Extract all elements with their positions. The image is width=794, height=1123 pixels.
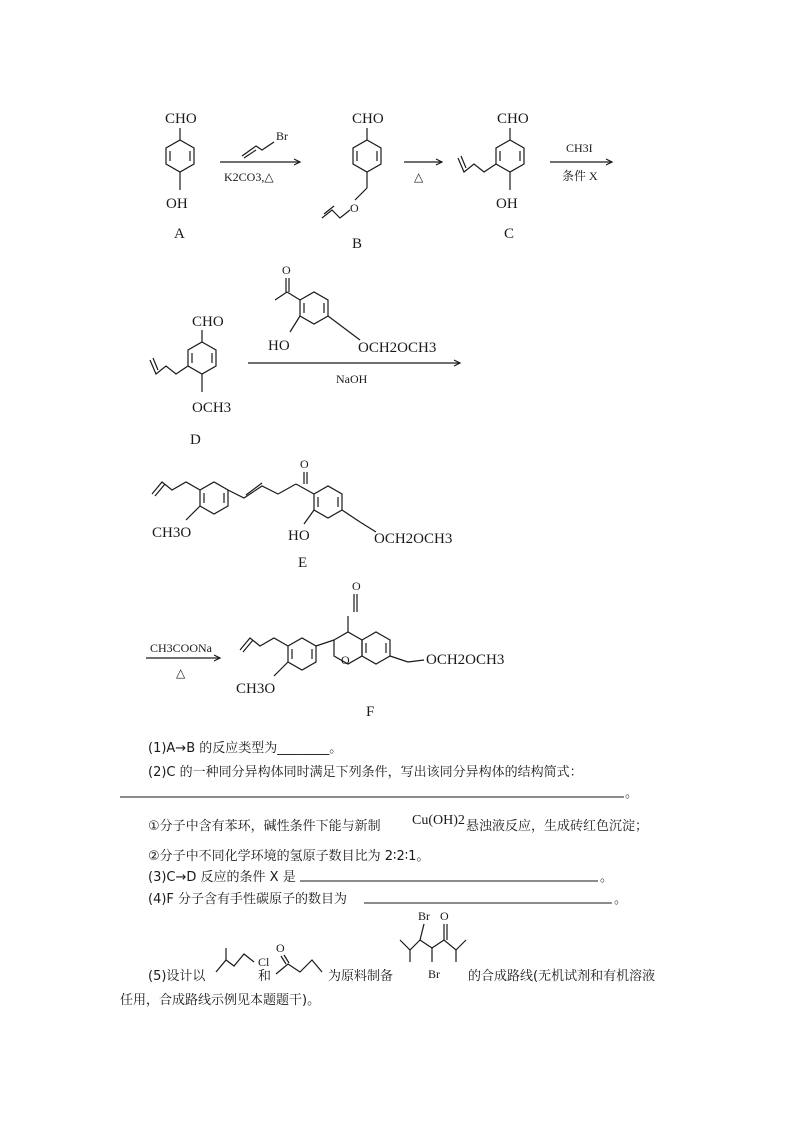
arrow4-bottom-label: NaOH <box>336 372 368 386</box>
condition-2: ②分子中不同化学环境的氢原子数目比为 2∶2∶1。 <box>148 849 430 864</box>
label-b: B <box>352 236 363 252</box>
question-2: (2)C 的一种同分异构体同时满足下列条件，写出该同分异构体的结构简式： <box>148 765 583 780</box>
question-5-e: 任用，合成路线示例见本题题干)。 <box>120 993 321 1008</box>
arrow3-top-label: CH3I <box>566 141 593 155</box>
arrow1-bottom-label: K2CO3,△ <box>224 170 274 184</box>
f-ring-o-label: O <box>341 653 350 667</box>
q5-ketone-o-label: O <box>276 941 285 955</box>
b-o-label: O <box>350 201 359 215</box>
q5-br1-label: Br <box>418 909 430 923</box>
f-ch3o-label: CH3O <box>236 681 276 697</box>
label-c: C <box>504 226 515 242</box>
question-5-a: (5)设计以 <box>148 969 206 984</box>
question-5-c: 为原料制备 <box>328 969 394 984</box>
f-keto-o-label: O <box>352 579 361 593</box>
condition-1-b: 悬浊液反应，生成砖红色沉淀； <box>466 819 649 834</box>
e-ch3o-label: CH3O <box>152 525 192 541</box>
arrow3-bottom-label: 条件 X <box>562 169 598 183</box>
arrow2-bottom-label: △ <box>414 170 424 184</box>
e-o-label: O <box>300 457 309 471</box>
d-och3-label: OCH3 <box>192 400 232 416</box>
question-4: (4)F 分子含有手性碳原子的数目为 <box>148 892 348 907</box>
label-e: E <box>298 555 308 571</box>
arrow5-top-label: CH3COONa <box>150 641 212 655</box>
reagent-ho-label: HO <box>268 338 290 354</box>
f-och2och3-label: OCH2OCH3 <box>426 652 505 668</box>
reagent-o-label: O <box>282 263 291 277</box>
q5-br2-label: Br <box>428 967 440 981</box>
d-cho-label: CHO <box>192 314 224 330</box>
label-a: A <box>174 226 185 242</box>
question-4-end: 。 <box>614 892 628 907</box>
question-3-end: 。 <box>600 870 614 885</box>
e-och2och3-label: OCH2OCH3 <box>374 531 453 547</box>
reagent-och2och3-label: OCH2OCH3 <box>358 340 437 356</box>
a-oh-label: OH <box>166 196 188 212</box>
c-oh-label: OH <box>496 196 518 212</box>
b-cho-label: CHO <box>352 111 384 127</box>
e-ho-label: HO <box>288 528 310 544</box>
question-5-d: 的合成路线(无机试剂和有机溶液 <box>468 969 656 984</box>
question-2-end: 。 <box>625 786 639 801</box>
arrow1-top-label: Br <box>276 129 288 143</box>
arrow5-bottom-label: △ <box>176 666 186 680</box>
question-1: (1)A→B 的反应类型为________。 <box>148 741 343 756</box>
condition-1-a: ①分子中含有苯环，碱性条件下能与新制 <box>148 819 381 834</box>
q5-target-o-label: O <box>440 909 449 923</box>
question-3: (3)C→D 反应的条件 X 是 <box>148 870 296 885</box>
label-f: F <box>366 704 375 720</box>
condition-1-reagent: Cu(OH)2 <box>412 813 465 828</box>
label-d: D <box>190 432 201 448</box>
question-5-b: 和 <box>258 969 272 984</box>
q5-cl-label: Cl <box>258 955 270 969</box>
c-cho-label: CHO <box>497 111 529 127</box>
a-cho-label: CHO <box>165 111 197 127</box>
